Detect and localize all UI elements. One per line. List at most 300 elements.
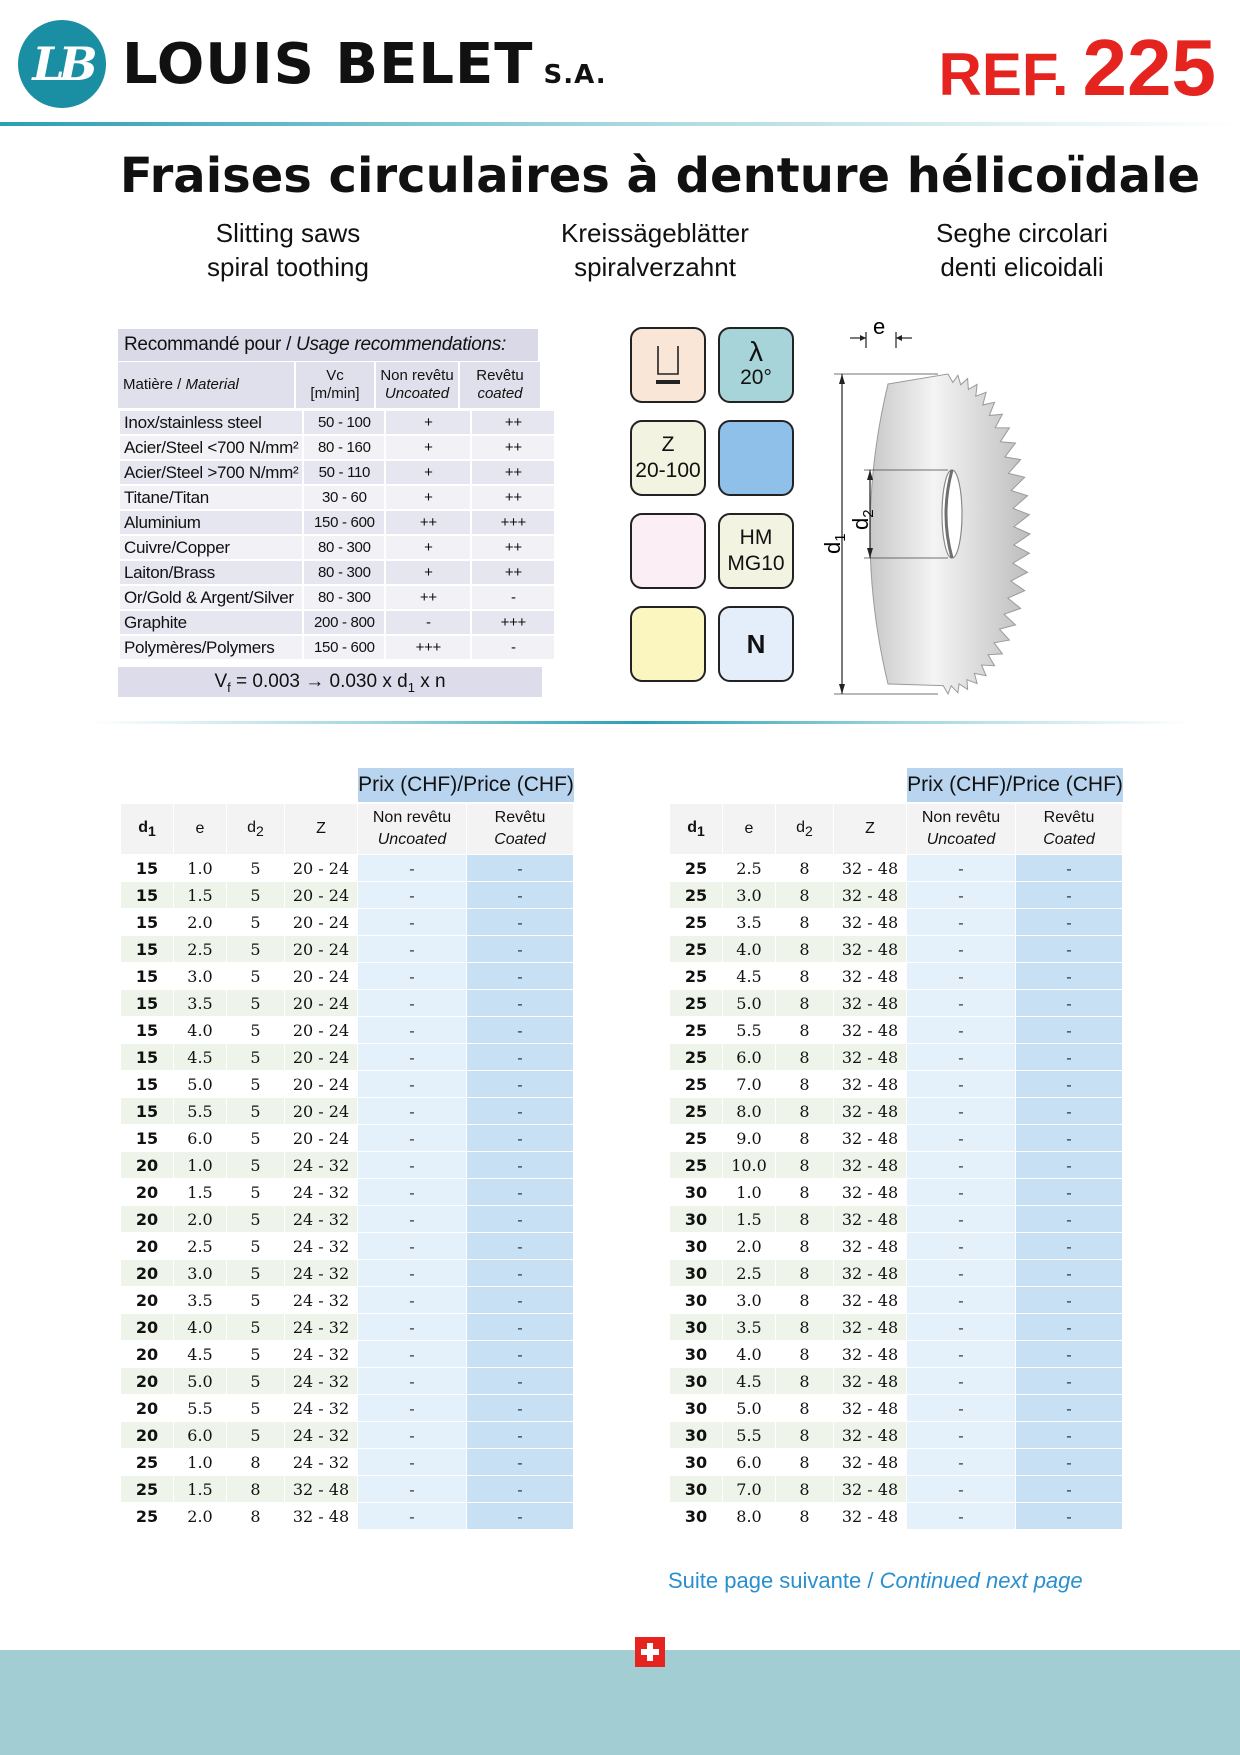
cell-uncoated: - <box>358 1476 466 1502</box>
col-material-en: Material <box>185 376 239 393</box>
cell-coated: - <box>467 1125 573 1151</box>
reco-row <box>120 411 554 434</box>
table-row <box>121 909 573 935</box>
cell-d2: 8 <box>776 1476 833 1502</box>
cell-d2: 8 <box>776 936 833 962</box>
continued-next-page <box>668 1568 1083 1594</box>
reco-material: Laiton/Brass <box>120 561 302 584</box>
reco-uncoated: +++ <box>386 636 470 659</box>
cell-d2: 5 <box>227 1098 284 1124</box>
cell-z: 32 - 48 <box>834 1314 906 1340</box>
reco-uncoated: + <box>386 486 470 509</box>
table-row <box>121 1260 573 1286</box>
cell-d1: 25 <box>670 1098 722 1124</box>
col-vc-label: Vc <box>326 367 344 384</box>
cell-d1: 20 <box>121 1206 173 1232</box>
cell-d2: 8 <box>776 1449 833 1475</box>
cell-d1: 20 <box>121 1314 173 1340</box>
cell-coated: - <box>467 1179 573 1205</box>
reco-row <box>120 586 554 609</box>
cell-e: 1.5 <box>723 1206 775 1232</box>
cell-uncoated: - <box>358 963 466 989</box>
cell-uncoated: - <box>907 1368 1015 1394</box>
col-coated-left: Revêtu Coated <box>467 804 573 854</box>
reco-vc: 50 - 110 <box>304 461 384 484</box>
cell-d2: 8 <box>227 1503 284 1529</box>
d2-dimension-label: $d_2$ <box>848 509 877 530</box>
cell-coated: - <box>467 990 573 1016</box>
cell-uncoated: - <box>358 1449 466 1475</box>
cell-z: 32 - 48 <box>834 882 906 908</box>
cell-z: 32 - 48 <box>834 936 906 962</box>
table-row <box>121 990 573 1016</box>
cell-d1: 20 <box>121 1341 173 1367</box>
cell-e: 7.0 <box>723 1071 775 1097</box>
section-divider <box>90 721 1190 724</box>
cell-coated: - <box>1016 1179 1122 1205</box>
cell-d2: 5 <box>227 1260 284 1286</box>
cell-e: 1.0 <box>174 1449 226 1475</box>
cell-z: 24 - 32 <box>285 1341 357 1367</box>
cell-coated: - <box>467 1314 573 1340</box>
feed-formula <box>118 667 542 697</box>
continued-en: Continued next page <box>879 1568 1083 1593</box>
cell-coated: - <box>1016 909 1122 935</box>
cell-z: 32 - 48 <box>834 1098 906 1124</box>
cell-uncoated: - <box>907 1152 1015 1178</box>
cell-d2: 5 <box>227 1071 284 1097</box>
cell-uncoated: - <box>358 936 466 962</box>
cell-d1: 25 <box>121 1476 173 1502</box>
swiss-flag-icon <box>635 1637 665 1667</box>
cell-z: 32 - 48 <box>834 1341 906 1367</box>
cell-e: 1.5 <box>174 1476 226 1502</box>
table-row <box>670 1287 1122 1313</box>
table-row <box>121 1314 573 1340</box>
cell-coated: - <box>1016 1287 1122 1313</box>
table-row <box>121 1233 573 1259</box>
table-row <box>121 1341 573 1367</box>
reco-coated: +++ <box>472 611 554 634</box>
cell-coated: - <box>467 1341 573 1367</box>
cell-z: 32 - 48 <box>834 1233 906 1259</box>
profile-icon-box <box>630 327 706 403</box>
cell-d2: 5 <box>227 1422 284 1448</box>
table-row <box>121 1287 573 1313</box>
price-header-right-text: Prix (CHF)/Price (CHF) <box>907 768 1123 802</box>
cell-uncoated: - <box>358 1125 466 1151</box>
cell-e: 3.5 <box>174 990 226 1016</box>
blank-pink-box <box>630 513 706 589</box>
reco-material: Acier/Steel >700 N/mm² <box>120 461 302 484</box>
saw-body <box>870 374 1030 694</box>
col-e-right: e <box>723 804 775 854</box>
cell-z: 32 - 48 <box>834 1476 906 1502</box>
reco-vc: 80 - 300 <box>304 586 384 609</box>
cell-z: 24 - 32 <box>285 1179 357 1205</box>
cell-e: 3.0 <box>723 1287 775 1313</box>
ref-value: 225 <box>1082 23 1216 112</box>
cell-z: 20 - 24 <box>285 882 357 908</box>
e-dimension-label: e <box>873 318 886 339</box>
cell-d2: 5 <box>227 990 284 1016</box>
reco-material: Graphite <box>120 611 302 634</box>
cell-z: 32 - 48 <box>834 1449 906 1475</box>
reco-uncoated: ++ <box>386 511 470 534</box>
cell-uncoated: - <box>358 1098 466 1124</box>
cell-d1: 15 <box>121 936 173 962</box>
cell-d1: 25 <box>670 1152 722 1178</box>
cell-uncoated: - <box>907 1503 1015 1529</box>
cell-uncoated: - <box>358 1422 466 1448</box>
cell-uncoated: - <box>358 1341 466 1367</box>
cell-coated: - <box>467 1476 573 1502</box>
cell-z: 24 - 32 <box>285 1368 357 1394</box>
cell-z: 32 - 48 <box>834 855 906 881</box>
cell-e: 8.0 <box>723 1098 775 1124</box>
cell-z: 24 - 32 <box>285 1152 357 1178</box>
cell-coated: - <box>467 1017 573 1043</box>
cell-e: 2.0 <box>174 1206 226 1232</box>
col-uncoated-fr: Non revêtu <box>380 367 454 384</box>
cell-coated: - <box>1016 1044 1122 1070</box>
ref-label: REF. <box>938 41 1069 108</box>
cell-d1: 15 <box>121 990 173 1016</box>
cell-e: 5.0 <box>174 1071 226 1097</box>
cell-coated: - <box>1016 1017 1122 1043</box>
cell-uncoated: - <box>907 963 1015 989</box>
formula-tail: x n <box>414 671 446 692</box>
cell-d2: 5 <box>227 882 284 908</box>
cell-d2: 8 <box>776 1503 833 1529</box>
cell-z: 32 - 48 <box>285 1503 357 1529</box>
cell-uncoated: - <box>907 1314 1015 1340</box>
company-suffix: S.A. <box>543 60 607 90</box>
cell-uncoated: - <box>358 1044 466 1070</box>
table-row <box>121 1071 573 1097</box>
cell-d1: 30 <box>670 1314 722 1340</box>
cell-d1: 30 <box>670 1422 722 1448</box>
cell-uncoated: - <box>358 1287 466 1313</box>
cell-coated: - <box>467 1260 573 1286</box>
cell-e: 9.0 <box>723 1125 775 1151</box>
reco-uncoated: + <box>386 461 470 484</box>
cell-d1: 25 <box>670 882 722 908</box>
formula-d-sub: 1 <box>407 679 415 695</box>
cell-coated: - <box>1016 1341 1122 1367</box>
cell-z: 20 - 24 <box>285 936 357 962</box>
table-row <box>670 882 1122 908</box>
cell-coated: - <box>1016 1314 1122 1340</box>
reco-row <box>120 611 554 634</box>
cell-coated: - <box>467 1449 573 1475</box>
type-box <box>718 606 794 682</box>
col-d2-left: $d_2$ <box>227 804 284 854</box>
cell-z: 24 - 32 <box>285 1422 357 1448</box>
cell-d1: 15 <box>121 1098 173 1124</box>
cell-uncoated: - <box>907 1098 1015 1124</box>
cell-e: 3.5 <box>723 1314 775 1340</box>
cell-d2: 5 <box>227 1368 284 1394</box>
teeth-value: 20-100 <box>635 459 701 482</box>
table-row <box>670 1206 1122 1232</box>
cell-coated: - <box>467 1071 573 1097</box>
subtitle-italian <box>872 216 1172 284</box>
cell-d2: 8 <box>776 1287 833 1313</box>
cell-d1: 20 <box>121 1422 173 1448</box>
cell-e: 2.5 <box>723 855 775 881</box>
cell-d2: 8 <box>776 1044 833 1070</box>
cell-d1: 30 <box>670 1368 722 1394</box>
cell-uncoated: - <box>907 1017 1015 1043</box>
cell-coated: - <box>1016 1233 1122 1259</box>
recommendations-column-headers <box>118 362 538 408</box>
cell-d2: 5 <box>227 909 284 935</box>
cell-e: 6.0 <box>174 1125 226 1151</box>
table-row <box>670 1449 1122 1475</box>
table-row <box>670 1314 1122 1340</box>
cell-z: 20 - 24 <box>285 1071 357 1097</box>
reco-vc: 30 - 60 <box>304 486 384 509</box>
subtitle-de-line-1: Kreissägeblätter <box>561 218 749 248</box>
d1-dimension-label: $d_1$ <box>820 533 849 554</box>
cell-coated: - <box>1016 1368 1122 1394</box>
blank-yellow-box <box>630 606 706 682</box>
cell-coated: - <box>467 1503 573 1529</box>
reco-uncoated: ++ <box>386 586 470 609</box>
cell-d1: 25 <box>121 1449 173 1475</box>
cell-uncoated: - <box>907 855 1015 881</box>
cell-d1: 30 <box>670 1503 722 1529</box>
col-uncoated <box>376 362 458 408</box>
cell-d1: 25 <box>670 855 722 881</box>
reference-number <box>938 22 1216 114</box>
cell-uncoated: - <box>907 1071 1015 1097</box>
cell-z: 20 - 24 <box>285 909 357 935</box>
cell-coated: - <box>467 936 573 962</box>
cell-uncoated: - <box>907 1179 1015 1205</box>
cell-d1: 20 <box>121 1368 173 1394</box>
reco-heading-fr: Recommandé pour / <box>124 334 297 355</box>
cell-d2: 5 <box>227 1233 284 1259</box>
table-row <box>121 1125 573 1151</box>
material-bottom: MG10 <box>727 552 785 575</box>
cell-uncoated: - <box>907 1449 1015 1475</box>
cell-d2: 8 <box>776 1341 833 1367</box>
cell-uncoated: - <box>358 990 466 1016</box>
reco-material: Cuivre/Copper <box>120 536 302 559</box>
table-row <box>670 963 1122 989</box>
cell-coated: - <box>467 1044 573 1070</box>
cell-d2: 5 <box>227 1152 284 1178</box>
continued-fr: Suite page suivante / <box>668 1568 880 1593</box>
cell-coated: - <box>467 1368 573 1394</box>
cell-d2: 5 <box>227 1395 284 1421</box>
cell-d2: 5 <box>227 855 284 881</box>
cell-z: 20 - 24 <box>285 963 357 989</box>
company-name <box>122 32 607 97</box>
cell-uncoated: - <box>358 1233 466 1259</box>
cell-d1: 30 <box>670 1206 722 1232</box>
teeth-count-box <box>630 420 706 496</box>
cell-d1: 25 <box>670 909 722 935</box>
cell-z: 32 - 48 <box>834 1206 906 1232</box>
slot-profile-icon <box>648 342 688 388</box>
cell-d2: 8 <box>776 1125 833 1151</box>
cell-d2: 5 <box>227 1017 284 1043</box>
cell-coated: - <box>1016 855 1122 881</box>
material-grade-box <box>718 513 794 589</box>
table-row <box>121 1152 573 1178</box>
cell-uncoated: - <box>907 882 1015 908</box>
reco-vc: 150 - 600 <box>304 511 384 534</box>
cell-e: 2.5 <box>174 1233 226 1259</box>
col-vc-unit: [m/min] <box>310 385 360 402</box>
reco-vc: 50 - 100 <box>304 411 384 434</box>
reco-material: Aluminium <box>120 511 302 534</box>
cell-e: 5.0 <box>723 1395 775 1421</box>
table-row <box>121 855 573 881</box>
col-coated-fr: Revêtu <box>476 367 524 384</box>
reco-row <box>120 486 554 509</box>
table-row <box>670 1179 1122 1205</box>
cell-d1: 20 <box>121 1152 173 1178</box>
cell-e: 10.0 <box>723 1152 775 1178</box>
reco-vc: 80 - 160 <box>304 436 384 459</box>
product-rows-right <box>670 855 1122 1529</box>
cell-e: 4.5 <box>723 963 775 989</box>
table-row <box>121 936 573 962</box>
cell-uncoated: - <box>358 1206 466 1232</box>
reco-vc: 80 - 300 <box>304 536 384 559</box>
cell-coated: - <box>467 1152 573 1178</box>
company-logo <box>18 20 106 108</box>
col-d2-right: $d_2$ <box>776 804 833 854</box>
cell-d2: 8 <box>776 909 833 935</box>
cell-d2: 8 <box>776 1071 833 1097</box>
subtitle-de-line-2: spiralverzahnt <box>574 252 736 282</box>
cell-d2: 8 <box>776 1368 833 1394</box>
cell-uncoated: - <box>907 1206 1015 1232</box>
cell-d1: 25 <box>670 1017 722 1043</box>
table-row <box>670 1476 1122 1502</box>
table-row <box>670 1017 1122 1043</box>
table-row <box>121 882 573 908</box>
cell-uncoated: - <box>907 1287 1015 1313</box>
price-header-right <box>907 768 1123 802</box>
cell-uncoated: - <box>358 882 466 908</box>
cell-z: 20 - 24 <box>285 1125 357 1151</box>
cell-z: 32 - 48 <box>834 1287 906 1313</box>
cell-e: 7.0 <box>723 1476 775 1502</box>
cell-coated: - <box>467 1422 573 1448</box>
price-header-left-text: Prix (CHF)/Price (CHF) <box>358 768 574 802</box>
cell-z: 24 - 32 <box>285 1449 357 1475</box>
page-title: Fraises circulaires à denture hélicoïdale <box>119 148 1201 204</box>
cell-d1: 15 <box>121 1071 173 1097</box>
formula-vf-sub: f <box>227 679 231 695</box>
subtitle-en-line-2: spiral toothing <box>207 252 369 282</box>
table-row <box>670 1098 1122 1124</box>
table-row <box>670 990 1122 1016</box>
reco-vc: 200 - 800 <box>304 611 384 634</box>
cell-d2: 8 <box>776 1098 833 1124</box>
cell-coated: - <box>1016 1503 1122 1529</box>
cell-coated: - <box>467 1233 573 1259</box>
cell-uncoated: - <box>907 1233 1015 1259</box>
cell-coated: - <box>467 1287 573 1313</box>
cell-d1: 25 <box>670 1044 722 1070</box>
reco-coated: ++ <box>472 536 554 559</box>
formula-expr: = 0.003 → 0.030 x d <box>230 671 408 692</box>
table-row <box>121 1098 573 1124</box>
col-z-right: Z <box>834 804 906 854</box>
reco-uncoated: + <box>386 436 470 459</box>
cell-e: 2.0 <box>723 1233 775 1259</box>
cell-uncoated: - <box>907 1044 1015 1070</box>
subtitle-en-line-1: Slitting saws <box>215 218 361 248</box>
cell-d2: 8 <box>776 963 833 989</box>
cell-z: 24 - 32 <box>285 1287 357 1313</box>
cell-uncoated: - <box>907 1476 1015 1502</box>
cell-d1: 20 <box>121 1179 173 1205</box>
cell-d2: 8 <box>776 990 833 1016</box>
cell-e: 3.0 <box>723 882 775 908</box>
saw-drawing <box>820 318 1040 698</box>
table-row <box>121 1395 573 1421</box>
cell-e: 6.0 <box>174 1422 226 1448</box>
cell-coated: - <box>1016 1098 1122 1124</box>
cell-z: 32 - 48 <box>834 1260 906 1286</box>
recommendations-heading <box>118 329 538 361</box>
cell-e: 6.0 <box>723 1044 775 1070</box>
cell-d1: 15 <box>121 963 173 989</box>
cell-d1: 30 <box>670 1260 722 1286</box>
table-row <box>121 1206 573 1232</box>
table-row <box>670 855 1122 881</box>
cell-z: 32 - 48 <box>285 1476 357 1502</box>
cell-d1: 20 <box>121 1233 173 1259</box>
reco-coated: ++ <box>472 461 554 484</box>
teeth-label: Z <box>661 433 675 456</box>
cell-e: 5.5 <box>174 1098 226 1124</box>
cell-e: 5.0 <box>174 1368 226 1394</box>
cell-e: 1.0 <box>723 1179 775 1205</box>
cell-d2: 5 <box>227 1125 284 1151</box>
cell-coated: - <box>1016 882 1122 908</box>
cell-z: 32 - 48 <box>834 1422 906 1448</box>
col-uncoated-left: Non revêtu Uncoated <box>358 804 466 854</box>
col-material-fr: Matière / <box>123 376 186 393</box>
table-row <box>121 1422 573 1448</box>
cell-z: 32 - 48 <box>834 1503 906 1529</box>
cell-coated: - <box>467 1098 573 1124</box>
cell-coated: - <box>1016 1071 1122 1097</box>
reco-coated: - <box>472 636 554 659</box>
table-row <box>121 1503 573 1529</box>
cell-coated: - <box>467 1206 573 1232</box>
cell-e: 6.0 <box>723 1449 775 1475</box>
subtitle-english <box>138 216 438 284</box>
cell-uncoated: - <box>358 1071 466 1097</box>
cell-d2: 8 <box>776 855 833 881</box>
subtitle-it-line-2: denti elicoidali <box>940 252 1104 282</box>
cell-d2: 8 <box>776 1017 833 1043</box>
cell-d1: 25 <box>670 1071 722 1097</box>
reco-heading-en: Usage recommendations: <box>296 334 506 355</box>
reco-uncoated: + <box>386 536 470 559</box>
cell-z: 24 - 32 <box>285 1314 357 1340</box>
